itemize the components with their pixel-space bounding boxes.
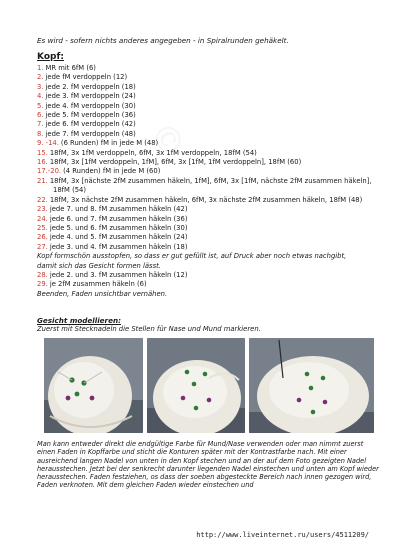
stuffing-note: Kopf formschön ausstopfen, so dass er gut gefüllt ist, auf Druck aber noch etwas nachgibt, damit sich das Gesicht formen lässt.	[37, 252, 347, 270]
section-title-gesicht: Gesicht modellieren:	[37, 316, 121, 325]
list-item: 27. jede 3. und 4. fM zusammen häkeln (18)	[37, 242, 188, 251]
list-item: 25. jede 5. und 6. fM zusammen häkeln (30)	[37, 223, 188, 232]
photo-strip	[44, 338, 374, 433]
list-item: 6. jede 5. fM verdoppeln (36)	[37, 111, 136, 120]
list-item: 4. jede 3. fM verdoppeln (24)	[37, 92, 136, 101]
watermark: ©	[141, 115, 193, 165]
body-paragraph: Man kann entweder direkt die endgültige Farbe für Mund/Nase verwenden oder man nimmt zuerst einen Faden in Kopffarbe und sticht die Konturen später mit der Kontrastfarbe nach. Mit einer ausreichend langen Nadel von unten in den Kopf stechen und an der auf dem Foto gezeigten Nadel herausstechen. Jetzt bei der senkrecht darunter liegenden Nadel einstechen und unten am Kopf wieder herausstechen. Faden festziehen, os dass der soeben abgesteckte Bereich nach innen gezogen wird, Faden verknoten. Mit dem gleichen Faden wieder einstechen und	[37, 440, 379, 490]
section-intro: Zuerst mit Stecknadeln die Stellen für Nase und Mund markieren.	[37, 325, 261, 333]
list-item: 21. 18fM, 3x [nächste 2fM zusammen häkeln, 1fM], 6fM, 3x [1fM, nächste 2fM zusammen häkeln], 18fM (54)	[37, 176, 372, 195]
list-item: 28. jede 2. und 3. fM zusammen häkeln (12)	[37, 270, 188, 279]
instruction-list	[37, 64, 387, 299]
photo-head-pins-3	[249, 338, 374, 433]
section-title-kopf: Kopf:	[37, 52, 64, 62]
list-item: 22. 18fM, 3x nächste 2fM zusammen häkeln, 6fM, 3x nächste 2fM zusammen häkeln, 18fM (48)	[37, 195, 363, 204]
list-item: 9. -14. (6 Runden) fM in jede M (48)	[37, 139, 159, 148]
list-item: 2. jede fM verdoppeln (12)	[37, 73, 128, 82]
list-item: 23. jede 7. und 8. fM zusammen häkeln (42)	[37, 205, 188, 214]
list-item: 8. jede 7. fM verdoppeln (48)	[37, 129, 136, 138]
list-item: 15. 18fM, 3x 1fM verdoppeln, 6fM, 3x 1fM verdoppeln, 18fM (54)	[37, 148, 257, 157]
list-item: 17.-20. (4 Runden) fM in jede M (60)	[37, 167, 161, 176]
footer-url[interactable]: http://www.liveinternet.ru/users/4511209/	[196, 531, 369, 539]
list-item: 16. 18fM, 3x [1fM verdoppeln, 1fM], 6fM, 3x [1fM, 1fM verdoppeln], 18fM (60)	[37, 158, 302, 167]
photo-head-pins-1	[44, 338, 143, 433]
list-item: 24. jede 6. und 7. fM zusammen häkeln (36)	[37, 214, 188, 223]
photo-head-pins-2	[147, 338, 245, 433]
closing-note: Beenden, Faden unsichtbar vernähen.	[37, 289, 168, 298]
list-item: 7. jede 6. fM verdoppeln (42)	[37, 120, 136, 129]
list-item: 26. jede 4. und 5. fM zusammen häkeln (24)	[37, 233, 188, 242]
list-item: 5. jede 4. fM verdoppeln (30)	[37, 101, 136, 110]
list-item: 3. jede 2. fM verdoppeln (18)	[37, 82, 136, 91]
list-item: 1. MR mit 6fM (6)	[37, 64, 96, 72]
intro-text: Es wird - sofern nichts anderes angegeben - in Spiralrunden gehäkelt.	[37, 36, 289, 45]
list-item: 29. je 2fM zusammen häkeln (6)	[37, 280, 147, 289]
